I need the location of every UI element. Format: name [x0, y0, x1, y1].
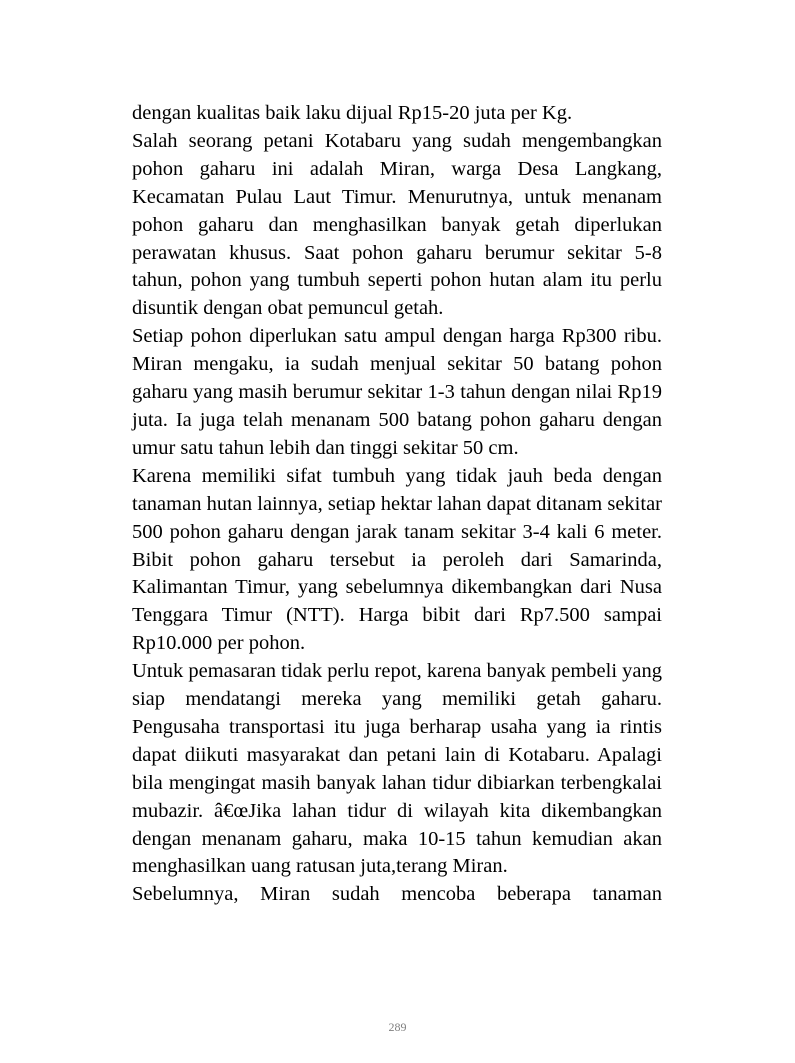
- page-number: 289: [388, 1020, 407, 1034]
- paragraph-3: Setiap pohon diperlukan satu ampul dengan harga Rp300 ribu. Miran mengaku, ia sudah menjual sekitar 50 batang pohon gaharu yang masih berumur sekitar 1-3 tahun dengan nilai Rp19 juta. Ia juga telah menanam 500 batang pohon gaharu dengan umur satu tahun lebih dan tinggi sekitar 50 cm.: [132, 325, 662, 459]
- paragraph-1: dengan kualitas baik laku dijual Rp15-20 juta per Kg.: [132, 102, 573, 124]
- paragraph-5: Untuk pemasaran tidak perlu repot, karena banyak pembeli yang siap mendatangi mereka yang memiliki getah gaharu. Pengusaha transportasi itu juga berharap usaha yang ia rintis dapat diikuti masyarakat dan petani lain di Kotabaru. Apalagi bila mengingat masih banyak lahan tidur dibiarkan terbengkalai mubazir. â€œJika lahan tidur di wilayah kita dikembangkan dengan menanam gaharu, maka 10-15 tahun kemudian akan menghasilkan uang ratusan juta,terang Miran.: [132, 660, 662, 878]
- paragraph-2: Salah seorang petani Kotabaru yang sudah mengembangkan pohon gaharu ini adalah Miran, warga Desa Langkang, Kecamatan Pulau Laut Timur. Menurutnya, untuk menanam pohon gaharu dan menghasilkan banyak getah diperlukan perawatan khusus. Saat pohon gaharu berumur sekitar 5-8 tahun, pohon yang tumbuh seperti pohon hutan alam itu perlu disuntik dengan obat pemuncul getah.: [132, 129, 662, 320]
- paragraph-6: Sebelumnya, Miran sudah mencoba beberapa tanaman: [132, 883, 662, 906]
- paragraph-4: Karena memiliki sifat tumbuh yang tidak jauh beda dengan tanaman hutan lainnya, setiap hektar lahan dapat ditanam sekitar 500 pohon gaharu dengan jarak tanam sekitar 3-4 kali 6 meter. Bibit pohon gaharu tersebut ia peroleh dari Samarinda, Kalimantan Timur, yang sebelumnya dikembangkan dari Nusa Tenggara Timur (NTT). Harga bibit dari Rp7.500 sampai Rp10.000 per pohon.: [132, 464, 662, 655]
- document-body: [132, 100, 662, 909]
